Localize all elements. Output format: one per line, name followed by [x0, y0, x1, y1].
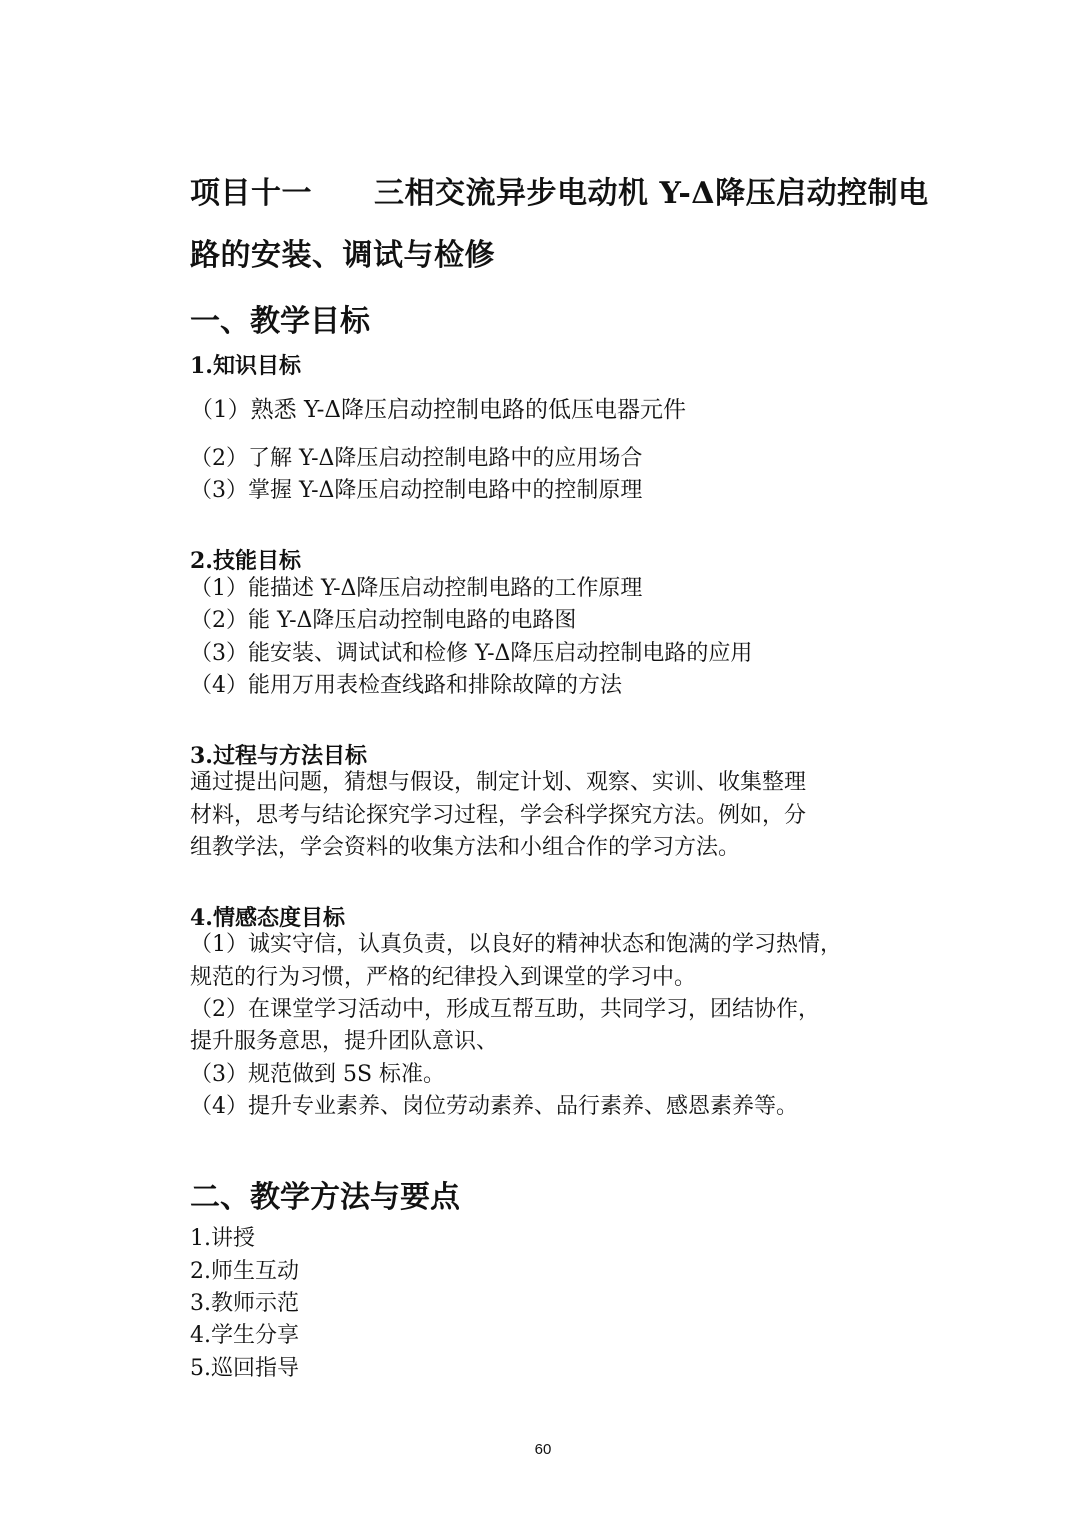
- subheading-skill-goals: 2.技能目标: [190, 548, 301, 574]
- emotion-text-line-4: 提升服务意思，提升团队意识、: [190, 1029, 499, 1054]
- skill-item-4: （4）能用万用表检查线路和排除故障的方法: [190, 673, 622, 698]
- document-title-line-1: [190, 168, 929, 212]
- knowledge-item-2: （2）了解 Y-Δ降压启动控制电路中的应用场合: [190, 446, 643, 471]
- emotion-text-line-2: 规范的行为习惯，严格的纪律投入到课堂的学习中。: [190, 965, 697, 990]
- title-project-number: 项目十一: [190, 176, 312, 211]
- emotion-text-line-5: （3）规范做到 5S 标准。: [190, 1062, 446, 1087]
- process-text-line-3: 组教学法，学会资料的收集方法和小组合作的学习方法。: [190, 835, 741, 860]
- method-item-4: 4.学生分享: [190, 1323, 299, 1348]
- knowledge-item-3: （3）掌握 Y-Δ降压启动控制电路中的控制原理: [190, 478, 643, 503]
- section-heading-teaching-methods: 二、教学方法与要点: [190, 1180, 460, 1215]
- subheading-process-goals: 3.过程与方法目标: [190, 743, 367, 769]
- skill-item-1: （1）能描述 Y-Δ降压启动控制电路的工作原理: [190, 576, 643, 601]
- subheading-knowledge-goals: 1.知识目标: [190, 353, 301, 379]
- title-project-name: 三相交流异步电动机 Y-Δ降压启动控制电: [374, 176, 929, 211]
- skill-item-2: （2）能 Y-Δ降压启动控制电路的电路图: [190, 608, 577, 633]
- skill-item-3: （3）能安装、调试试和检修 Y-Δ降压启动控制电路的应用: [190, 641, 753, 666]
- method-item-5: 5.巡回指导: [190, 1356, 299, 1381]
- emotion-text-line-3: （2）在课堂学习活动中，形成互帮互助，共同学习，团结协作，: [190, 997, 820, 1022]
- process-text-line-2: 材料，思考与结论探究学习过程，学会科学探究方法。例如，分: [190, 803, 807, 828]
- method-item-2: 2.师生互动: [190, 1259, 299, 1284]
- subheading-emotion-goals: 4.情感态度目标: [190, 905, 345, 931]
- process-text-line-1: 通过提出问题，猜想与假设，制定计划、观察、实训、收集整理: [190, 770, 807, 795]
- emotion-text-line-6: （4）提升专业素养、岗位劳动素养、品行素养、感恩素养等。: [190, 1094, 798, 1119]
- section-heading-teaching-goals: 一、教学目标: [190, 304, 370, 339]
- method-item-3: 3.教师示范: [190, 1291, 299, 1316]
- knowledge-item-1: （1）熟悉 Y-Δ降压启动控制电路的低压电器元件: [190, 397, 686, 423]
- method-item-1: 1.讲授: [190, 1226, 255, 1251]
- page-number: 60: [534, 1441, 552, 1458]
- emotion-text-line-1: （1）诚实守信，认真负责，以良好的精神状态和饱满的学习热情，: [190, 932, 842, 957]
- document-title-line-2: 路的安装、调试与检修: [190, 238, 495, 273]
